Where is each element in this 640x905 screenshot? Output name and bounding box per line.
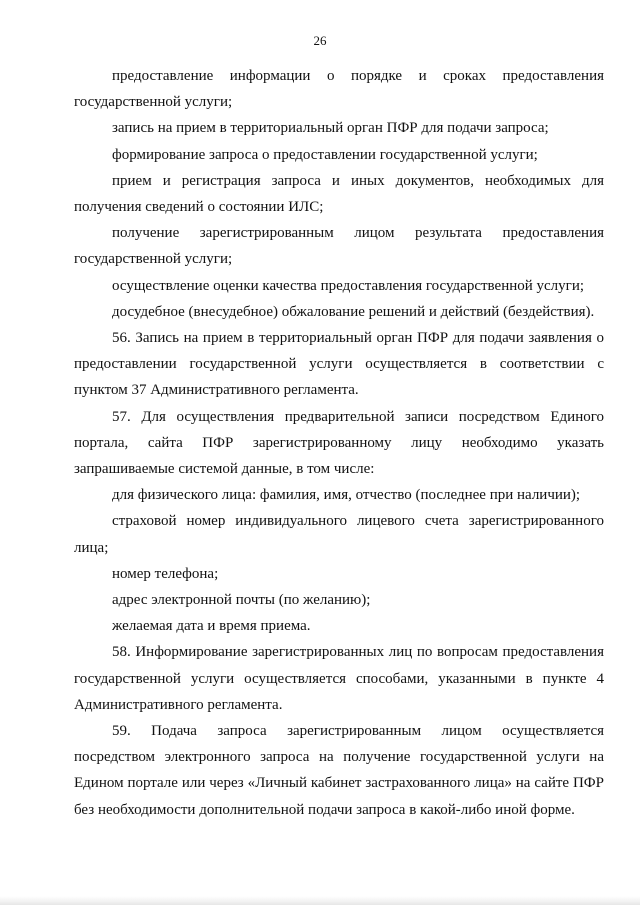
paragraph-quality-assessment: осуществление оценки качества предоставления государственной услуги; [112,277,585,294]
paragraph-clause-59: 59. Подача запроса зарегистрированным лицом осуществляется посредством электронного запроса на получение государственной услуги на Едином портале или через «Личный кабинет застрахованного лица» на сайте ПФР без необходимости дополнительной подачи запроса в какой-либо иной форме. [74,723,604,818]
scan-bottom-edge [0,896,640,905]
paragraph-result-receipt: получение зарегистрированным лицом результата предоставления государственной услуги; [74,225,604,268]
paragraph-snils: страховой номер индивидуального лицевого счета зарегистрированного лица; [74,513,604,556]
paragraph-clause-58: 58. Информирование зарегистрированных лиц по вопросам предоставления государственной услуги осуществляется способами, указанными в пункте 4 Административного регламента. [74,644,604,713]
paragraph-clause-56: 56. Запись на прием в территориальный орган ПФР для подачи заявления о предоставлении государственной услуги осуществляется в соответствии с пунктом 37 Административного регламента. [74,330,604,399]
paragraph-appointment-booking: запись на прием в территориальный орган ПФР для подачи запроса; [112,120,549,137]
paragraph-person-name: для физического лица: фамилия, имя, отчество (последнее при наличии); [112,487,581,504]
paragraph-email: адрес электронной почты (по желанию); [112,592,371,609]
paragraph-clause-57: 57. Для осуществления предварительной записи посредством Единого портала, сайта ПФР зарегистрированному лицу необходимо указать запрашиваемые системой данные, в том числе: [74,408,604,478]
paragraph-appeal: досудебное (внесудебное) обжалование решений и действий (бездействия). [112,303,595,320]
paragraph-info-provision: предоставление информации о порядке и сроках предоставления государственной услуги; [74,68,604,111]
page-number: 26 [313,33,327,48]
paragraph-date-time: желаемая дата и время приема. [112,618,311,635]
paragraph-phone: номер телефона; [112,565,219,582]
paragraph-request-formation: формирование запроса о предоставлении государственной услуги; [112,146,538,163]
document-body [74,63,604,823]
paragraph-request-registration: прием и регистрация запроса и иных документов, необходимых для получения сведений о состоянии ИЛС; [74,172,604,216]
